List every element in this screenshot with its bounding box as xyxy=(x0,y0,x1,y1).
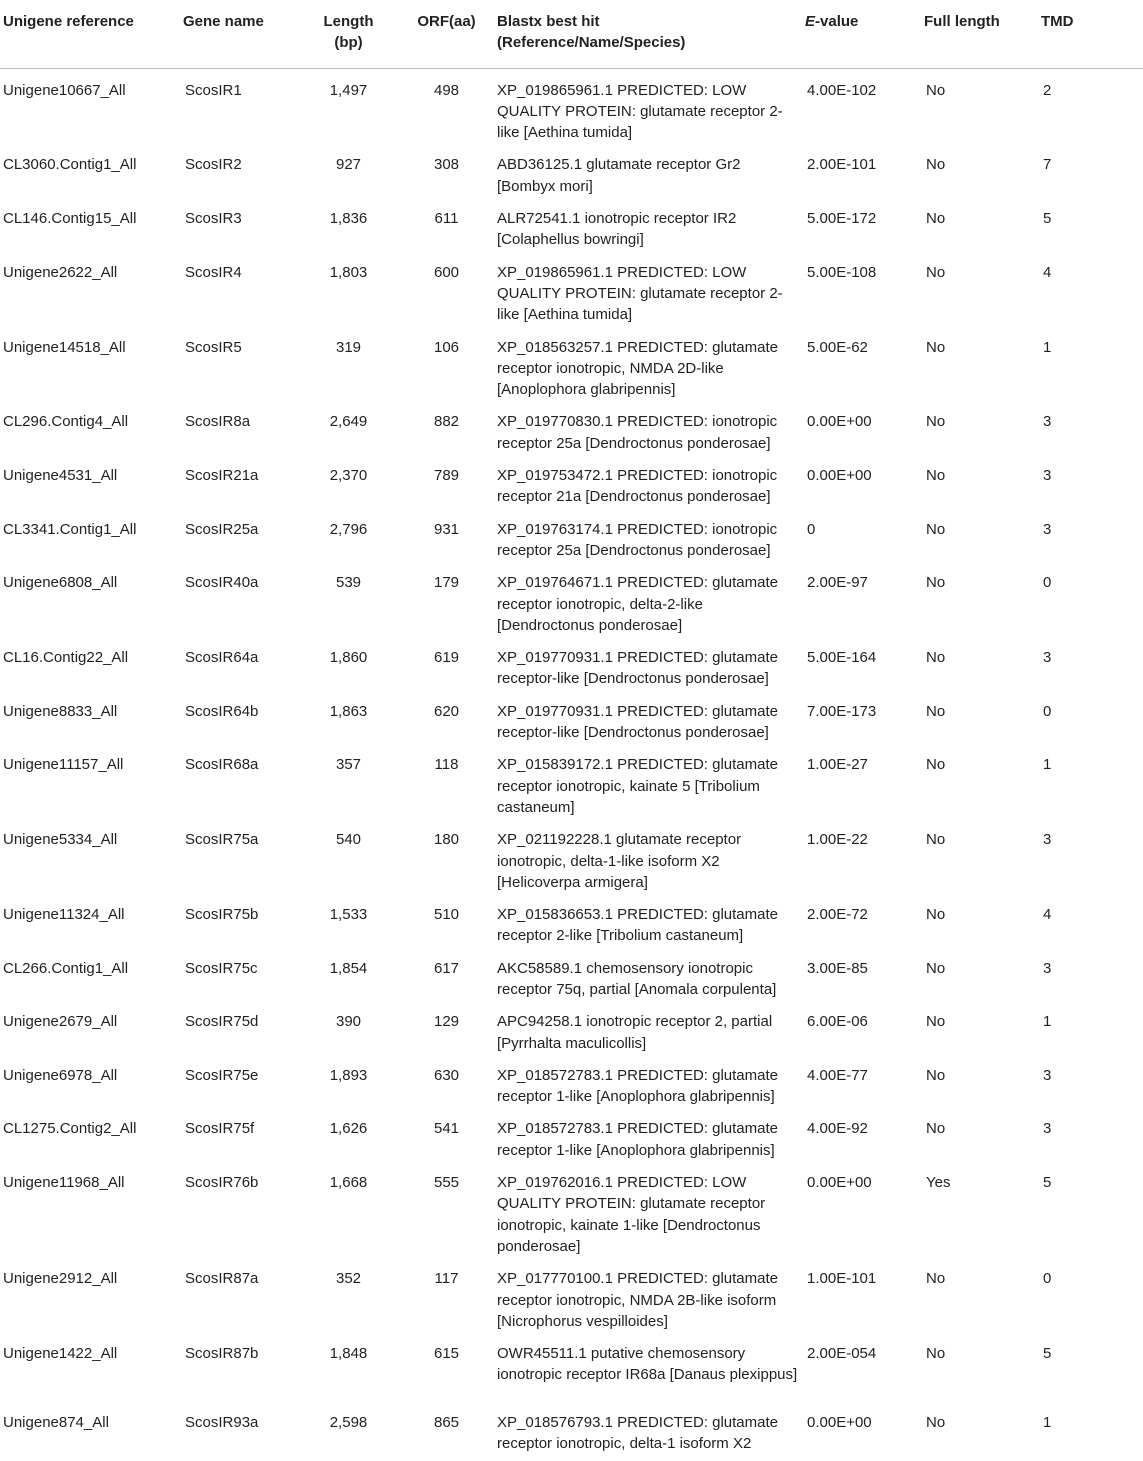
unigene-reference-cell: Unigene2679_All xyxy=(3,1013,118,1031)
orf-aa-cell: 498 xyxy=(433,81,460,99)
full-length-cell: No xyxy=(926,338,946,356)
e-value-cell: 0.00E+00 xyxy=(807,467,872,485)
full-length-cell: No xyxy=(926,467,946,485)
full-length-cell: No xyxy=(926,1414,946,1432)
gene-name-cell: ScosIR8a xyxy=(185,413,251,431)
header-length xyxy=(301,0,396,68)
e-value-cell: 5.00E-172 xyxy=(807,210,877,228)
unigene-reference-cell: Unigene11324_All xyxy=(3,906,125,924)
header-blastx xyxy=(497,0,805,68)
unigene-reference-cell: Unigene14518_All xyxy=(3,338,126,356)
tmd-count-cell: 3 xyxy=(1043,959,1052,977)
tmd-count-cell: 5 xyxy=(1043,210,1052,228)
length-bp-cell: 357 xyxy=(335,756,362,774)
length-bp-cell: 1,533 xyxy=(329,906,368,924)
table-row xyxy=(0,893,1143,947)
gene-name-cell: ScosIR87b xyxy=(185,1345,259,1363)
e-value-cell: 0.00E+00 xyxy=(807,1174,872,1192)
full-length-cell: No xyxy=(926,520,946,538)
full-length-cell: No xyxy=(926,81,946,99)
tmd-count-cell: 5 xyxy=(1043,1345,1052,1363)
blastx-best-hit-cell: XP_021192228.1 glutamate receptor ionotropic, delta-1-like isoform X2 [Helicoverpa armigera] xyxy=(497,831,742,891)
header-evalue-rest: -value xyxy=(815,13,859,30)
orf-aa-cell: 117 xyxy=(434,1270,459,1288)
blastx-best-hit-cell: XP_018576793.1 PREDICTED: glutamate receptor ionotropic, delta-1 isoform X2 xyxy=(497,1414,778,1453)
gene-name-cell: ScosIR76b xyxy=(185,1174,259,1192)
unigene-reference-cell: Unigene5334_All xyxy=(3,831,118,849)
table-row xyxy=(0,947,1143,1001)
blastx-best-hit-cell: OWR45511.1 putative chemosensory ionotropic receptor IR68a [Danaus plexippus] xyxy=(497,1345,798,1384)
length-bp-cell: 1,863 xyxy=(329,702,368,720)
unigene-reference-cell: Unigene1422_All xyxy=(3,1345,118,1363)
header-row xyxy=(0,0,1143,68)
length-bp-cell: 319 xyxy=(335,338,362,356)
orf-aa-cell: 600 xyxy=(433,263,460,281)
full-length-cell: No xyxy=(926,959,946,977)
full-length-cell: No xyxy=(926,756,946,774)
blastx-best-hit-cell: XP_019865961.1 PREDICTED: LOW QUALITY PROTEIN: glutamate receptor 2-like [Aethina tumida] xyxy=(497,263,783,324)
header-orf-text: ORF(aa) xyxy=(417,13,476,30)
length-bp-cell: 352 xyxy=(335,1270,362,1288)
table-row xyxy=(0,690,1143,744)
full-length-cell: No xyxy=(926,702,946,720)
header-blastx-line2: (Reference/Name/Species) xyxy=(497,34,686,52)
full-length-cell: No xyxy=(926,1013,946,1031)
unigene-reference-cell: Unigene2912_All xyxy=(3,1270,118,1288)
orf-aa-cell: 617 xyxy=(433,959,460,977)
header-gene-text: Gene name xyxy=(183,13,264,30)
length-bp-cell: 1,836 xyxy=(329,210,368,228)
header-tmd xyxy=(1041,0,1143,68)
table-row xyxy=(0,636,1143,690)
orf-aa-cell: 179 xyxy=(433,574,460,592)
gene-name-cell: ScosIR64a xyxy=(185,649,259,667)
e-value-cell: 1.00E-22 xyxy=(807,831,868,849)
tmd-count-cell: 4 xyxy=(1043,263,1052,281)
blastx-best-hit-cell: ALR72541.1 ionotropic receptor IR2 [Colaphellus bowringi] xyxy=(497,210,737,249)
full-length-cell: No xyxy=(926,1270,946,1288)
unigene-reference-cell: Unigene11968_All xyxy=(3,1174,125,1192)
table-row xyxy=(0,561,1143,636)
tmd-count-cell: 1 xyxy=(1043,1414,1052,1432)
table-row xyxy=(0,454,1143,508)
tmd-count-cell: 0 xyxy=(1043,1270,1052,1288)
orf-aa-cell: 620 xyxy=(433,702,460,720)
length-bp-cell: 539 xyxy=(335,574,362,592)
unigene-reference-cell: Unigene874_All xyxy=(3,1414,109,1432)
tmd-count-cell: 3 xyxy=(1043,467,1052,485)
blastx-best-hit-cell: APC94258.1 ionotropic receptor 2, partial [Pyrrhalta maculicollis] xyxy=(497,1013,773,1052)
blastx-best-hit-cell: XP_018563257.1 PREDICTED: glutamate receptor ionotropic, NMDA 2D-like [Anoplophora glabripennis] xyxy=(497,338,778,399)
gene-name-cell: ScosIR75a xyxy=(185,831,259,849)
full-length-cell: No xyxy=(926,156,946,174)
table-row xyxy=(0,1000,1143,1054)
tmd-count-cell: 7 xyxy=(1043,156,1052,174)
gene-name-cell: ScosIR87a xyxy=(185,1270,259,1288)
gene-name-cell: ScosIR2 xyxy=(185,156,242,174)
tmd-count-cell: 3 xyxy=(1043,649,1052,667)
tmd-count-cell: 1 xyxy=(1043,1013,1052,1031)
gene-name-cell: ScosIR3 xyxy=(185,210,242,228)
orf-aa-cell: 106 xyxy=(433,338,460,356)
table-row xyxy=(0,743,1143,818)
unigene-reference-cell: Unigene4531_All xyxy=(3,467,118,485)
blastx-best-hit-cell: XP_019762016.1 PREDICTED: LOW QUALITY PROTEIN: glutamate receptor ionotropic, kainate 1-like [Dendroctonus ponderosae] xyxy=(497,1174,766,1255)
tmd-count-cell: 0 xyxy=(1043,702,1052,720)
header-length-line2: (bp) xyxy=(334,34,363,52)
gene-name-cell: ScosIR64b xyxy=(185,702,259,720)
full-length-cell: No xyxy=(926,574,946,592)
unigene-reference-cell: CL16.Contig22_All xyxy=(3,649,129,667)
gene-name-cell: ScosIR1 xyxy=(185,81,242,99)
blastx-best-hit-cell: AKC58589.1 chemosensory ionotropic receptor 75q, partial [Anomala corpulenta] xyxy=(497,959,777,998)
blastx-best-hit-cell: XP_018572783.1 PREDICTED: glutamate receptor 1-like [Anoplophora glabripennis] xyxy=(497,1066,778,1106)
length-bp-cell: 1,626 xyxy=(329,1120,368,1138)
blastx-best-hit-cell: XP_019770931.1 PREDICTED: glutamate receptor-like [Dendroctonus ponderosae] xyxy=(497,649,778,688)
header-tmd-text: TMD xyxy=(1041,13,1074,30)
length-bp-cell: 2,796 xyxy=(329,520,368,538)
table-row xyxy=(0,1107,1143,1161)
length-bp-cell: 2,598 xyxy=(329,1414,368,1432)
length-bp-cell: 2,649 xyxy=(329,413,368,431)
e-value-cell: 1.00E-101 xyxy=(807,1270,877,1288)
blastx-best-hit-cell: XP_019763174.1 PREDICTED: ionotropic receptor 25a [Dendroctonus ponderosae] xyxy=(497,520,778,559)
gene-name-cell: ScosIR75e xyxy=(185,1066,259,1084)
e-value-cell: 5.00E-62 xyxy=(807,338,868,356)
e-value-cell: 4.00E-77 xyxy=(807,1066,868,1084)
e-value-cell: 7.00E-173 xyxy=(807,702,877,720)
tmd-count-cell: 3 xyxy=(1043,831,1052,849)
unigene-reference-cell: CL3060.Contig1_All xyxy=(3,156,137,174)
blastx-best-hit-cell: XP_019764671.1 PREDICTED: glutamate receptor ionotropic, delta-2-like [Dendroctonus ponderosae] xyxy=(497,574,778,634)
length-bp-cell: 1,668 xyxy=(329,1174,368,1192)
table-row xyxy=(0,1332,1143,1401)
e-value-cell: 5.00E-108 xyxy=(807,263,877,281)
tmd-count-cell: 0 xyxy=(1043,574,1052,592)
unigene-reference-cell: Unigene8833_All xyxy=(3,702,118,720)
gene-name-cell: ScosIR75b xyxy=(185,906,259,924)
orf-aa-cell: 180 xyxy=(433,831,460,849)
orf-aa-cell: 555 xyxy=(433,1174,460,1192)
gene-name-cell: ScosIR93a xyxy=(185,1414,259,1432)
header-full-length-text: Full length xyxy=(924,13,1000,30)
table-row xyxy=(0,251,1143,326)
gene-name-cell: ScosIR75f xyxy=(185,1120,255,1138)
header-gene-name xyxy=(183,0,301,68)
unigene-reference-cell: Unigene11157_All xyxy=(3,756,124,774)
gene-name-cell: ScosIR21a xyxy=(185,467,259,485)
unigene-reference-cell: Unigene10667_All xyxy=(3,81,126,99)
e-value-cell: 5.00E-164 xyxy=(807,649,877,667)
gene-name-cell: ScosIR75c xyxy=(185,959,258,977)
e-value-cell: 0 xyxy=(807,520,816,538)
e-value-cell: 3.00E-85 xyxy=(807,959,868,977)
e-value-cell: 6.00E-06 xyxy=(807,1013,868,1031)
e-value-cell: 2.00E-97 xyxy=(807,574,868,592)
gene-name-cell: ScosIR5 xyxy=(185,338,242,356)
orf-aa-cell: 619 xyxy=(433,649,460,667)
tmd-count-cell: 1 xyxy=(1043,338,1052,356)
table-row xyxy=(0,818,1143,893)
gene-name-cell: ScosIR75d xyxy=(185,1013,259,1031)
gene-name-cell: ScosIR68a xyxy=(185,756,259,774)
tmd-count-cell: 3 xyxy=(1043,520,1052,538)
unigene-reference-cell: Unigene2622_All xyxy=(3,263,118,281)
header-evalue xyxy=(805,0,924,68)
table-row xyxy=(0,143,1143,197)
table-row xyxy=(0,197,1143,251)
table-row xyxy=(0,400,1143,454)
blastx-best-hit-cell: XP_017770100.1 PREDICTED: glutamate receptor ionotropic, NMDA 2B-like isoform [Nicrophorus vespilloides] xyxy=(497,1270,778,1330)
table-row xyxy=(0,1401,1143,1461)
tmd-count-cell: 3 xyxy=(1043,413,1052,431)
length-bp-cell: 1,497 xyxy=(329,81,368,99)
e-value-cell: 2.00E-72 xyxy=(807,906,868,924)
orf-aa-cell: 789 xyxy=(433,467,460,485)
orf-aa-cell: 615 xyxy=(433,1345,460,1363)
table-row xyxy=(0,1161,1143,1257)
blastx-best-hit-cell: XP_015836653.1 PREDICTED: glutamate receptor 2-like [Tribolium castaneum] xyxy=(497,906,778,945)
full-length-cell: Yes xyxy=(926,1174,951,1192)
blastx-best-hit-cell: XP_018572783.1 PREDICTED: glutamate receptor 1-like [Anoplophora glabripennis] xyxy=(497,1120,778,1159)
header-orf xyxy=(396,0,497,68)
length-bp-cell: 1,854 xyxy=(329,959,368,977)
full-length-cell: No xyxy=(926,1120,946,1138)
full-length-cell: No xyxy=(926,210,946,228)
header-evalue-italic: E xyxy=(805,13,816,30)
e-value-cell: 4.00E-102 xyxy=(807,81,877,99)
full-length-cell: No xyxy=(926,1345,946,1363)
blastx-best-hit-cell: XP_019865961.1 PREDICTED: LOW QUALITY PROTEIN: glutamate receptor 2-like [Aethina tumida] xyxy=(497,81,783,142)
full-length-cell: No xyxy=(926,831,946,849)
tmd-count-cell: 5 xyxy=(1043,1174,1052,1192)
orf-aa-cell: 630 xyxy=(433,1066,460,1084)
orf-aa-cell: 118 xyxy=(434,756,459,774)
length-bp-cell: 1,893 xyxy=(329,1066,368,1084)
header-unigene-reference xyxy=(0,0,183,68)
full-length-cell: No xyxy=(926,649,946,667)
e-value-cell: 2.00E-054 xyxy=(807,1345,877,1363)
length-bp-cell: 1,848 xyxy=(329,1345,368,1363)
orf-aa-cell: 865 xyxy=(433,1414,460,1432)
blastx-best-hit-cell: XP_015839172.1 PREDICTED: glutamate receptor ionotropic, kainate 5 [Tribolium castaneum] xyxy=(497,756,778,816)
gene-name-cell: ScosIR4 xyxy=(185,263,242,281)
unigene-reference-cell: CL296.Contig4_All xyxy=(3,413,129,431)
unigene-reference-cell: CL266.Contig1_All xyxy=(3,959,129,977)
orf-aa-cell: 931 xyxy=(433,520,460,538)
e-value-cell: 0.00E+00 xyxy=(807,1414,872,1432)
blastx-best-hit-cell: XP_019753472.1 PREDICTED: ionotropic receptor 21a [Dendroctonus ponderosae] xyxy=(497,467,778,506)
orf-aa-cell: 882 xyxy=(433,413,460,431)
blastx-best-hit-cell: XP_019770830.1 PREDICTED: ionotropic receptor 25a [Dendroctonus ponderosae] xyxy=(497,413,778,452)
e-value-cell: 2.00E-101 xyxy=(807,156,877,174)
header-blastx-line1: Blastx best hit xyxy=(497,13,600,30)
unigene-reference-cell: CL1275.Contig2_All xyxy=(3,1120,137,1138)
length-bp-cell: 927 xyxy=(335,156,362,174)
table-body xyxy=(0,68,1143,1461)
e-value-cell: 4.00E-92 xyxy=(807,1120,868,1138)
orf-aa-cell: 611 xyxy=(434,210,459,228)
blastx-best-hit-cell: XP_019770931.1 PREDICTED: glutamate receptor-like [Dendroctonus ponderosae] xyxy=(497,702,778,742)
unigene-reference-cell: Unigene6808_All xyxy=(3,574,118,592)
length-bp-cell: 1,803 xyxy=(329,263,368,281)
header-full-length xyxy=(924,0,1041,68)
orf-aa-cell: 308 xyxy=(433,156,460,174)
header-length-line1: Length xyxy=(323,13,374,30)
table-header xyxy=(0,0,1143,68)
gene-name-cell: ScosIR40a xyxy=(185,574,259,592)
table-row xyxy=(0,508,1143,562)
full-length-cell: No xyxy=(926,263,946,281)
orf-aa-cell: 510 xyxy=(433,906,460,924)
tmd-count-cell: 4 xyxy=(1043,906,1052,924)
e-value-cell: 0.00E+00 xyxy=(807,413,872,431)
length-bp-cell: 540 xyxy=(335,831,362,849)
tmd-count-cell: 3 xyxy=(1043,1066,1052,1084)
gene-name-cell: ScosIR25a xyxy=(185,520,259,538)
orf-aa-cell: 541 xyxy=(433,1120,460,1138)
length-bp-cell: 2,370 xyxy=(329,467,368,485)
tmd-count-cell: 1 xyxy=(1043,756,1052,774)
orf-aa-cell: 129 xyxy=(433,1013,460,1031)
table-row xyxy=(0,1257,1143,1332)
blastx-best-hit-cell: ABD36125.1 glutamate receptor Gr2 [Bombyx mori] xyxy=(497,156,741,195)
unigene-reference-cell: CL3341.Contig1_All xyxy=(3,520,137,538)
full-length-cell: No xyxy=(926,906,946,924)
header-unigene-text: Unigene reference xyxy=(3,13,134,30)
tmd-count-cell: 3 xyxy=(1043,1120,1052,1138)
length-bp-cell: 390 xyxy=(335,1013,362,1031)
tmd-count-cell: 2 xyxy=(1043,81,1052,99)
length-bp-cell: 1,860 xyxy=(329,649,368,667)
unigene-reference-cell: Unigene6978_All xyxy=(3,1066,118,1084)
table-row xyxy=(0,68,1143,143)
full-length-cell: No xyxy=(926,1066,946,1084)
e-value-cell: 1.00E-27 xyxy=(807,756,868,774)
table-row xyxy=(0,1054,1143,1108)
table-row xyxy=(0,326,1143,401)
full-length-cell: No xyxy=(926,413,946,431)
unigene-reference-cell: CL146.Contig15_All xyxy=(3,210,137,228)
